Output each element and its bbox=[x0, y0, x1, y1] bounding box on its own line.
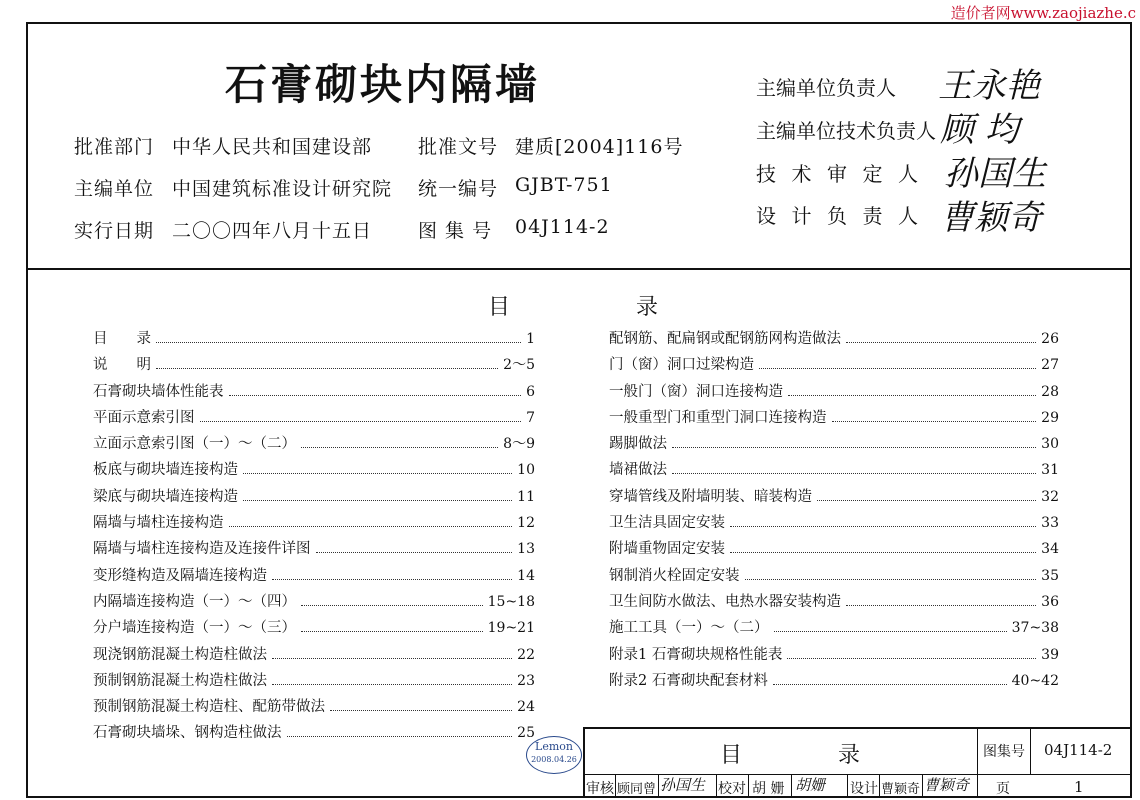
header-divider bbox=[26, 268, 1132, 270]
toc-leader-dots bbox=[832, 421, 1037, 422]
toc-leader-dots bbox=[243, 500, 512, 501]
toc-entry bbox=[93, 537, 535, 563]
label-char: 定 bbox=[862, 162, 883, 186]
atlas-no-label: 图 集 号 bbox=[418, 220, 493, 242]
toc-entry-page: 6 bbox=[526, 383, 535, 400]
toc-leader-dots bbox=[156, 342, 521, 343]
toc-entry bbox=[93, 616, 535, 642]
toc-leader-dots bbox=[730, 526, 1036, 527]
toc-leader-dots bbox=[730, 552, 1036, 553]
approve-dept-label: 批准部门 bbox=[74, 136, 155, 158]
toc-leader-dots bbox=[330, 710, 512, 711]
toc-leader-dots bbox=[156, 368, 498, 369]
toc-entry bbox=[609, 458, 1059, 484]
page-number: 1 bbox=[1074, 778, 1084, 796]
toc-entry-title: 门（窗）洞口过梁构造 bbox=[609, 357, 754, 374]
toc-leader-dots bbox=[846, 342, 1036, 343]
title-block-cell-divider bbox=[847, 774, 848, 798]
toc-entry-title: 石膏砌块墙体性能表 bbox=[93, 383, 224, 400]
toc-entry-title: 预制钢筋混凝土构造柱做法 bbox=[93, 672, 267, 689]
toc-entry bbox=[93, 353, 535, 379]
toc-entry-page: 39 bbox=[1041, 646, 1059, 663]
approve-dept: 中华人民共和国建设部 bbox=[172, 136, 373, 158]
toc-entry-page: 22 bbox=[517, 646, 535, 663]
design-leader-label bbox=[756, 200, 918, 229]
toc-entry bbox=[93, 695, 535, 721]
toc-entry-page: 19~21 bbox=[487, 620, 535, 637]
toc-leader-dots bbox=[301, 605, 483, 606]
title-block-cell-divider bbox=[658, 774, 659, 798]
impl-date-label: 实行日期 bbox=[74, 220, 155, 242]
toc-entry-page: 2～5 bbox=[503, 357, 535, 374]
toc-entry-page: 1 bbox=[526, 331, 535, 347]
impl-date: 二〇〇四年八月十五日 bbox=[172, 220, 373, 242]
toc-leader-dots bbox=[787, 658, 1036, 659]
toc-heading-left: 目 bbox=[488, 295, 511, 320]
toc-entry-title: 附墙重物固定安装 bbox=[609, 541, 725, 558]
label-char: 技 bbox=[756, 162, 776, 186]
check-label: 校对 bbox=[718, 781, 746, 797]
reviewer-name: 顾同曾 bbox=[617, 782, 657, 797]
approve-doc: 建质[2004]116号 bbox=[515, 136, 684, 158]
toc-entry-title: 变形缝构造及隔墙连接构造 bbox=[93, 567, 267, 584]
toc-entry-page: 29 bbox=[1041, 409, 1059, 426]
toc-entry-title: 附录2 石膏砌块配套材料 bbox=[609, 672, 768, 689]
label-char: 人 bbox=[898, 204, 918, 228]
chief-unit-leader-label: 主编单位负责人 bbox=[756, 76, 896, 100]
title-block-cell-divider bbox=[879, 774, 880, 798]
approve-doc-label: 批准文号 bbox=[418, 136, 499, 158]
toc-leader-dots bbox=[672, 447, 1036, 448]
toc-entry-page: 8～9 bbox=[503, 436, 535, 453]
toc-entry-page: 25 bbox=[517, 725, 535, 742]
title-block-cell-divider bbox=[615, 774, 616, 798]
toc-entry-page: 15~18 bbox=[487, 593, 535, 610]
designer-name: 曹颖奇 bbox=[881, 782, 921, 797]
toc-entry-page: 11 bbox=[517, 488, 535, 505]
toc-entry-page: 24 bbox=[517, 699, 535, 716]
toc-entry-page: 7 bbox=[526, 409, 535, 426]
toc-entry-page: 10 bbox=[517, 462, 535, 479]
toc-entry bbox=[93, 564, 535, 590]
toc-leader-dots bbox=[817, 500, 1036, 501]
toc-entry-page: 37~38 bbox=[1011, 620, 1059, 637]
toc-entry bbox=[93, 511, 535, 537]
toc-entry-title: 墙裙做法 bbox=[609, 462, 667, 479]
toc-entry-title: 梁底与砌块墙连接构造 bbox=[93, 488, 238, 505]
label-char: 责 bbox=[862, 204, 883, 228]
tech-reviewer-signature: 孙国生 bbox=[944, 154, 1046, 194]
toc-entry-page: 12 bbox=[517, 515, 535, 532]
toc-entry-page: 27 bbox=[1041, 357, 1059, 374]
chief-tech-leader-signature: 顾 均 bbox=[940, 110, 1019, 150]
toc-leader-dots bbox=[301, 631, 483, 632]
title-block-title-right: 录 bbox=[838, 743, 861, 768]
toc-entry-title: 附录1 石膏砌块规格性能表 bbox=[609, 646, 783, 663]
toc-entry-title: 踢脚做法 bbox=[609, 436, 667, 453]
tech-reviewer-label bbox=[756, 158, 918, 187]
stamp-date: 2008.04.26 bbox=[531, 755, 577, 764]
toc-entry bbox=[609, 485, 1059, 511]
chief-unit-label: 主编单位 bbox=[74, 178, 155, 200]
title-block-cell-divider bbox=[922, 774, 923, 798]
toc-entry-page: 14 bbox=[517, 567, 535, 584]
toc-entry-title: 平面示意索引图 bbox=[93, 409, 195, 426]
toc-entry-page: 26 bbox=[1041, 331, 1059, 347]
toc-leader-dots bbox=[846, 605, 1036, 606]
toc-entry-page: 31 bbox=[1041, 462, 1059, 479]
toc-entry bbox=[609, 616, 1059, 642]
toc-entry-title: 现浇钢筋混凝土构造柱做法 bbox=[93, 646, 267, 663]
toc-entry-title: 说 明 bbox=[93, 357, 151, 374]
toc-entry bbox=[609, 511, 1059, 537]
checker-name: 胡 姗 bbox=[752, 781, 785, 797]
title-block-cell-divider bbox=[716, 774, 717, 798]
toc-entry-title: 分户墙连接构造（一）～（三） bbox=[93, 620, 296, 637]
toc-entry bbox=[93, 327, 535, 353]
toc-right-column bbox=[609, 327, 1059, 695]
title-block-cell-divider bbox=[748, 774, 749, 798]
toc-leader-dots bbox=[272, 579, 512, 580]
toc-entry-page: 32 bbox=[1041, 488, 1059, 505]
toc-entry bbox=[609, 380, 1059, 406]
toc-entry-title: 石膏砌块墙垛、钢构造柱做法 bbox=[93, 725, 282, 742]
toc-entry bbox=[609, 643, 1059, 669]
toc-entry-title: 穿墙管线及附墙明装、暗装构造 bbox=[609, 488, 812, 505]
chief-unit-leader-signature: 王永艳 bbox=[938, 66, 1040, 106]
title-block-atlas-no: 04J114-2 bbox=[1044, 741, 1113, 759]
toc-leader-dots bbox=[301, 447, 498, 448]
toc-entry-page: 33 bbox=[1041, 515, 1059, 532]
chief-unit: 中国建筑标准设计研究院 bbox=[172, 178, 393, 200]
receipt-stamp bbox=[526, 736, 582, 774]
toc-entry bbox=[609, 564, 1059, 590]
toc-heading-right: 录 bbox=[636, 295, 659, 320]
toc-entry bbox=[609, 669, 1059, 695]
toc-entry-page: 36 bbox=[1041, 593, 1059, 610]
toc-entry-title: 施工工具（一）～（二） bbox=[609, 620, 769, 637]
toc-entry-title: 卫生洁具固定安装 bbox=[609, 515, 725, 532]
checker-signature: 胡姗 bbox=[795, 776, 826, 794]
label-char: 负 bbox=[827, 204, 847, 228]
label-char: 设 bbox=[756, 204, 776, 228]
toc-entry-title: 卫生间防水做法、电热水器安装构造 bbox=[609, 593, 841, 610]
label-char: 计 bbox=[791, 204, 812, 228]
toc-entry-title: 立面示意索引图（一）～（二） bbox=[93, 436, 296, 453]
label-char: 人 bbox=[898, 162, 918, 186]
toc-entry-page: 30 bbox=[1041, 436, 1059, 453]
page-title: 石膏砌块内隔墙 bbox=[225, 60, 541, 109]
reviewer-signature: 孙国生 bbox=[660, 776, 706, 794]
page-label: 页 bbox=[996, 781, 1010, 797]
toc-leader-dots bbox=[287, 736, 513, 737]
unified-no-label: 统一编号 bbox=[418, 178, 499, 200]
toc-leader-dots bbox=[774, 631, 1007, 632]
review-label: 审核 bbox=[586, 781, 614, 797]
toc-entry-title: 隔墙与墙柱连接构造 bbox=[93, 515, 224, 532]
toc-entry-page: 23 bbox=[517, 672, 535, 689]
toc-entry-title: 隔墙与墙柱连接构造及连接件详图 bbox=[93, 541, 311, 558]
toc-entry bbox=[609, 590, 1059, 616]
toc-leader-dots bbox=[788, 395, 1036, 396]
toc-entry-page: 13 bbox=[517, 541, 535, 558]
toc-entry bbox=[609, 327, 1059, 353]
title-block-vline bbox=[1030, 727, 1031, 774]
toc-leader-dots bbox=[272, 658, 512, 659]
toc-entry-title: 一般门（窗）洞口连接构造 bbox=[609, 383, 783, 400]
toc-entry bbox=[609, 353, 1059, 379]
toc-entry-title: 板底与砌块墙连接构造 bbox=[93, 462, 238, 479]
design-leader-signature: 曹颖奇 bbox=[940, 198, 1042, 238]
toc-entry bbox=[93, 432, 535, 458]
label-char: 审 bbox=[827, 162, 847, 186]
toc-entry bbox=[609, 432, 1059, 458]
toc-entry-title: 预制钢筋混凝土构造柱、配筋带做法 bbox=[93, 699, 325, 716]
toc-entry bbox=[93, 380, 535, 406]
toc-leader-dots bbox=[243, 473, 512, 474]
toc-entry bbox=[93, 458, 535, 484]
toc-entry-title: 内隔墙连接构造（一）～（四） bbox=[93, 593, 296, 610]
toc-entry bbox=[93, 721, 535, 747]
toc-left-column bbox=[93, 327, 535, 748]
toc-entry-page: 34 bbox=[1041, 541, 1059, 558]
toc-entry-title: 一般重型门和重型门洞口连接构造 bbox=[609, 409, 827, 426]
title-block-vline bbox=[977, 727, 978, 798]
toc-entry-title: 配钢筋、配扁钢或配钢筋网构造做法 bbox=[609, 331, 841, 347]
toc-leader-dots bbox=[200, 421, 522, 422]
toc-leader-dots bbox=[672, 473, 1036, 474]
toc-entry bbox=[93, 406, 535, 432]
title-block-title-left: 目 bbox=[720, 743, 743, 768]
toc-entry bbox=[93, 643, 535, 669]
title-block-atlas-label: 图集号 bbox=[983, 744, 1025, 760]
toc-entry-title: 钢制消火栓固定安装 bbox=[609, 567, 740, 584]
site-watermark: 造价者网www.zaojiazhe.c bbox=[950, 4, 1136, 22]
design-label: 设计 bbox=[850, 781, 878, 797]
unified-no: GJBT-751 bbox=[515, 174, 613, 196]
toc-entry-page: 40~42 bbox=[1011, 672, 1059, 689]
toc-entry bbox=[609, 537, 1059, 563]
toc-leader-dots bbox=[272, 684, 512, 685]
toc-entry bbox=[609, 406, 1059, 432]
toc-entry-title: 目 录 bbox=[93, 331, 151, 347]
chief-tech-leader-label: 主编单位技术负责人 bbox=[756, 119, 936, 143]
toc-entry-page: 28 bbox=[1041, 383, 1059, 400]
title-block-cell-divider bbox=[791, 774, 792, 798]
toc-leader-dots bbox=[316, 552, 513, 553]
toc-leader-dots bbox=[229, 395, 522, 396]
toc-leader-dots bbox=[773, 684, 1007, 685]
toc-leader-dots bbox=[745, 579, 1037, 580]
toc-entry bbox=[93, 590, 535, 616]
label-char: 术 bbox=[791, 162, 812, 186]
toc-entry bbox=[93, 669, 535, 695]
toc-entry bbox=[93, 485, 535, 511]
toc-entry-page: 35 bbox=[1041, 567, 1059, 584]
toc-leader-dots bbox=[229, 526, 513, 527]
toc-leader-dots bbox=[759, 368, 1036, 369]
atlas-no: 04J114-2 bbox=[515, 216, 610, 238]
stamp-text: Lemon bbox=[535, 740, 573, 753]
designer-signature: 曹颖奇 bbox=[924, 776, 970, 794]
